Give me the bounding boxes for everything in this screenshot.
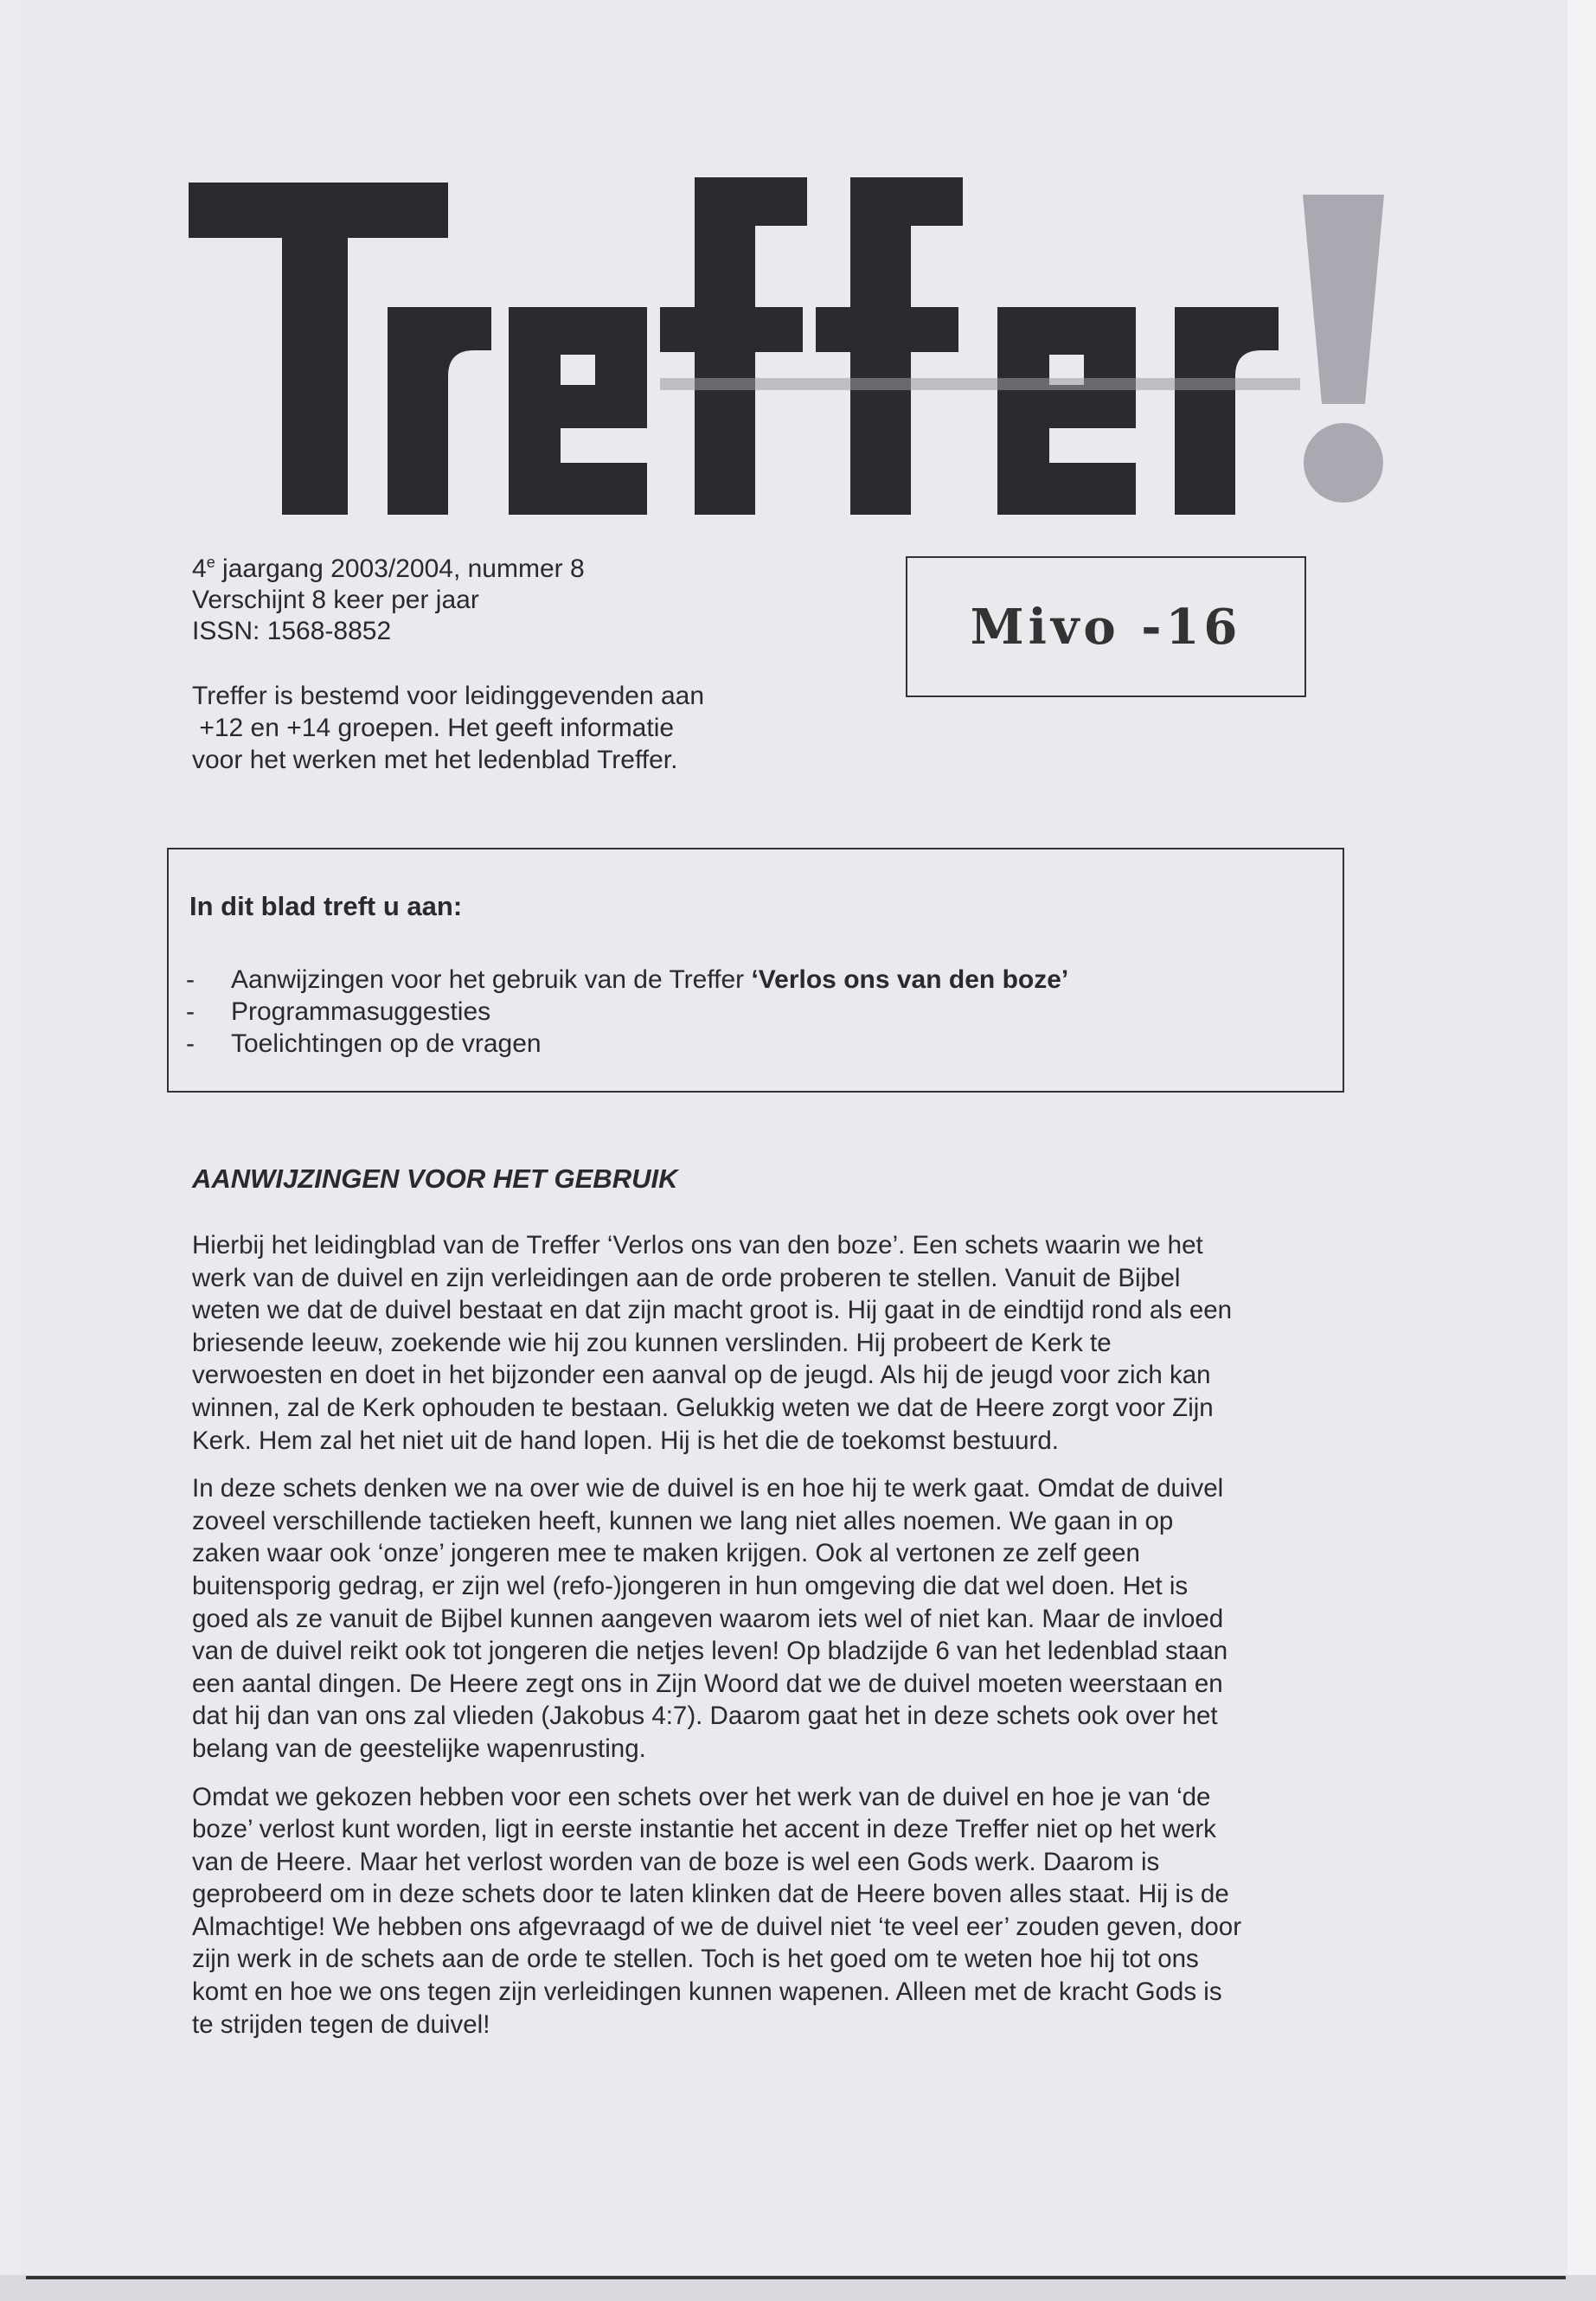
list-item: - Toelichtingen op de vragen: [186, 1029, 542, 1058]
text-line: zaken waar ook ‘onze’ jongeren mee te maken krijgen. Ook al vertonen ze zelf geen: [192, 1539, 1140, 1568]
contents-list: [186, 964, 1068, 1060]
text-line: winnen, zal de Kerk ophouden te bestaan. Gelukkig weten we dat de Heere zorgt voor Zijn: [192, 1393, 1214, 1422]
age-badge: [906, 556, 1306, 697]
text-line: verwoesten en doet in het bijzonder een aanval op de jeugd. Als hij de jeugd voor zich kan: [192, 1361, 1211, 1390]
intro-line: +12 en +14 groepen. Het geeft informatie: [192, 714, 675, 742]
meta-volume: 4e jaargang 2003/2004, nummer 8: [192, 554, 585, 583]
list-item: - Aanwijzingen voor het gebruik van de Treffer ‘Verlos ons van den boze’: [186, 965, 1069, 994]
paragraph: [192, 1781, 1403, 2041]
meta-frequency: Verschijnt 8 keer per jaar: [192, 586, 479, 614]
section-heading: AANWIJZINGEN VOOR HET GEBRUIK: [192, 1163, 678, 1194]
text-line: goed als ze vanuit de Bijbel kunnen aangeven waarom iets wel of niet kan. Maar de invloed: [192, 1604, 1224, 1633]
contents-box: [167, 848, 1344, 1093]
bottom-rule: [26, 2276, 1566, 2279]
text-line: Hierbij het leidingblad van de Treffer ‘Verlos ons van den boze’. Een schets waarin we het: [192, 1231, 1203, 1259]
text-line: van de duivel reikt ook tot jongeren die netjes leven! Op bladzijde 6 van het ledenblad staan: [192, 1637, 1228, 1666]
paragraph: [192, 1472, 1403, 1765]
list-item: - Programmasuggesties: [186, 997, 491, 1026]
text-line: buitensporig gedrag, er zijn wel (refo-)jongeren in hun omgeving die dat wel doen. Het is: [192, 1571, 1189, 1600]
page-edge: [1567, 0, 1596, 2301]
meta-issn: ISSN: 1568-8852: [192, 617, 392, 645]
text-line: geprobeerd om in deze schets door te laten klinken dat de Heere boven alles staat. Hij is de: [192, 1880, 1229, 1909]
contents-title: In dit blad treft u aan:: [189, 891, 463, 921]
text-line: te strijden tegen de duivel!: [192, 2009, 490, 2039]
intro-text: [192, 680, 704, 776]
text-line: boze’ verlost kunt worden, ligt in eerste instantie het accent in deze Treffer niet op het werk: [192, 1815, 1216, 1844]
text-line: belang van de geestelijke wapenrusting.: [192, 1734, 646, 1763]
text-line: Almachtige! We hebben ons afgevraagd of we de duivel niet ‘te veel eer’ zouden geven, door: [192, 1912, 1242, 1941]
intro-line: Treffer is bestemd voor leidinggevenden aan: [192, 682, 705, 710]
text-line: van de Heere. Maar het verlost worden van de boze is wel een Gods werk. Daarom is: [192, 1847, 1160, 1876]
text-line: komt en hoe we ons tegen zijn verleidingen kunnen wapenen. Alleen met de kracht Gods is: [192, 1977, 1222, 2007]
publication-meta: [192, 547, 585, 647]
paragraph: [192, 1229, 1403, 1457]
text-line: zijn werk in de schets aan de orde te stellen. Toch is het goed om te weten hoe hij tot ons: [192, 1945, 1199, 1974]
text-line: dat hij dan van ons zal vlieden (Jakobus 4:7). Daarom gaat het in deze schets ook over het: [192, 1702, 1218, 1731]
age-badge-label: Mivo -16: [970, 598, 1242, 656]
text-line: Omdat we gekozen hebben voor een schets over het werk van de duivel en hoe je van ‘de: [192, 1782, 1211, 1811]
text-line: briesende leeuw, zoekende wie hij zou kunnen verslinden. Hij probeert de Kerk te: [192, 1328, 1112, 1357]
text-line: weten we dat de duivel bestaat en dat zijn macht groot is. Hij gaat in de eindtijd rond als een: [192, 1296, 1233, 1325]
treffer-logo: [189, 177, 1400, 523]
text-line: werk van de duivel en zijn verleidingen aan de orde proberen te stellen. Vanuit de Bijbel: [192, 1263, 1181, 1292]
text-line: In deze schets denken we na over wie de duivel is en hoe hij te werk gaat. Omdat de duivel: [192, 1474, 1224, 1503]
text-line: zoveel verschillende tactieken heeft, kunnen we lang niet alles noemen. We gaan in op: [192, 1506, 1174, 1535]
exclamation-mark-icon: [1303, 195, 1384, 404]
text-line: Kerk. Hem zal het niet uit de hand lopen. Hij is het die de toekomst bestuurd.: [192, 1426, 1059, 1455]
text-line: een aantal dingen. De Heere zegt ons in Zijn Woord dat we de duivel moeten weerstaan en: [192, 1669, 1223, 1698]
body-text: [192, 1229, 1403, 2056]
intro-line: voor het werken met het ledenblad Treffer.: [192, 746, 678, 774]
